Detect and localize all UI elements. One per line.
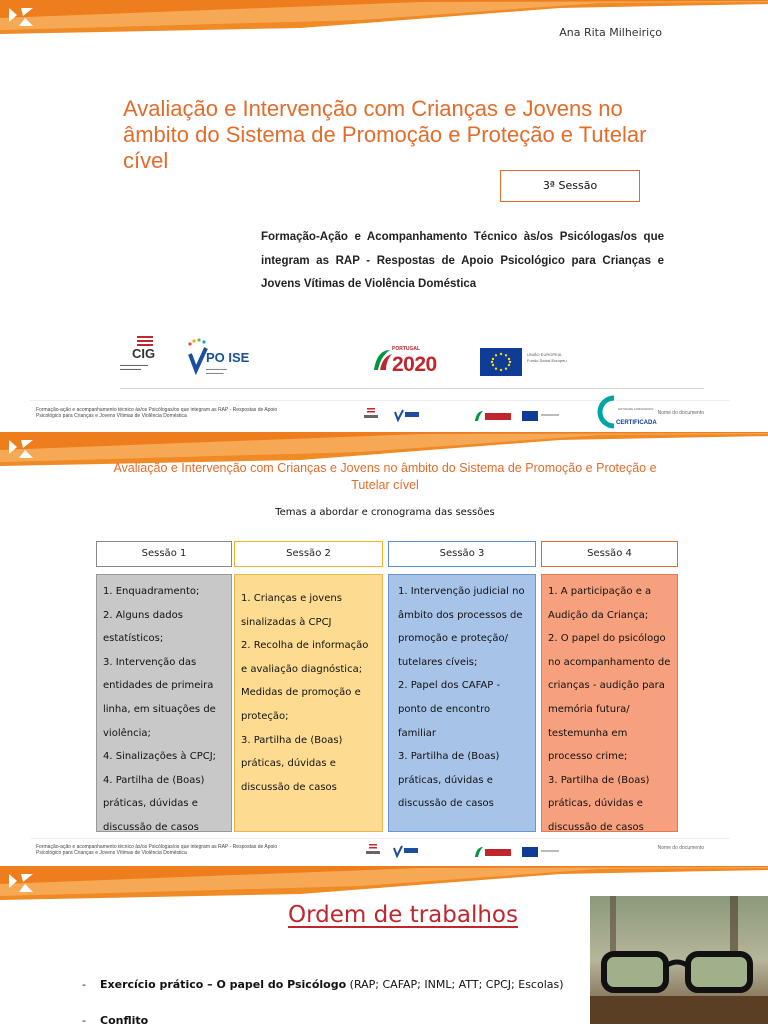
agenda-item-1 (82, 978, 564, 991)
author-name: Ana Rita Milheiriço (559, 26, 662, 39)
footer-eu-logo (522, 846, 562, 860)
session-1-topics (96, 574, 232, 832)
agenda-bullet: - (82, 978, 86, 991)
session-4-topics (541, 574, 678, 832)
poise-logo-small-print: ▬▬▬▬▬▬ ▬▬▬▬▬ (206, 367, 227, 375)
sessions-slide-subtitle: Temas a abordar e cronograma das sessões (275, 507, 495, 518)
footer-line-1: Formação-ação e acompanhamento técnico às/os Psicólogas/os que integram as RAP - Respostas de Apoio (36, 844, 278, 850)
topic-item: 2. Alguns dados estatísticos; (103, 609, 183, 645)
topic-item: 4. Sinalizações à CPCJ; (103, 751, 217, 763)
topic-item: 1. A participação e a Audição da Criança; (548, 586, 652, 621)
session-3-header: Sessão 3 (388, 541, 536, 567)
agenda-item-rest: (RAP; CAFAP; INML; ATT; CPCJ; Escolas) (346, 978, 564, 991)
topic-item: 2. Papel dos CAFAP - ponto de encontro familiar (398, 680, 501, 739)
session-2-topics (234, 574, 383, 832)
presentation-title: Avaliação e Intervenção com Crianças e Jovens no âmbito do Sistema de Promoção e Proteção e Tutelar cível (123, 96, 647, 173)
cert-label: CERTIFICADA (616, 420, 657, 426)
agenda-item-2 (82, 1014, 148, 1027)
footer-text (36, 407, 277, 419)
topic-item: 2. Recolha de informação e avaliação diagnóstica; Medidas de promoção e proteção; (241, 640, 369, 722)
footer-cig-logo (364, 844, 384, 858)
session-4-header: Sessão 4 (541, 541, 678, 567)
agenda-item-bold: Conflito (100, 1014, 149, 1027)
topic-item: 1. Enquadramento; (103, 586, 200, 597)
topic-item: 3. Partilha de (Boas) práticas, dúvidas e discussão de casos (548, 774, 650, 833)
footer-line-2: Psicológico para Crianças e Jovens Vítimas de Violência Doméstica (36, 850, 187, 856)
cert-small-label: ENTIDADE FORMADORA (618, 407, 654, 411)
topic-item: 3. Partilha de (Boas) práticas, dúvidas e discussão de casos (398, 751, 500, 810)
cig-logo (120, 336, 180, 386)
footer-p2020-logo (474, 410, 514, 424)
brand-logo-icon (9, 874, 33, 892)
agenda-item-bold: Exercício prático – O papel do Psicólogo (100, 978, 347, 991)
session-2-header: Sessão 2 (234, 541, 383, 567)
topic-item: 3. Intervenção das entidades de primeira linha, em situações de violência; (103, 656, 216, 739)
slide-sessions (0, 432, 768, 866)
footer-p2020-logo (474, 846, 514, 860)
slide-title (0, 0, 768, 432)
eu-title: UNIÃO EUROPEIA (527, 352, 562, 357)
agenda-bullet: - (82, 1014, 86, 1027)
footer-line-1: Formação-ação e acompanhamento técnico às/os Psicólogas/os que integram as RAP - Respostas de Apoio (36, 407, 278, 413)
footer-cig-logo (362, 408, 382, 422)
glasses-photo (590, 896, 768, 1024)
divider (120, 388, 704, 389)
poise-logo-text: PO ISE (206, 350, 250, 365)
cig-logo-text: CIG (132, 346, 156, 361)
brand-logo-icon (9, 8, 33, 26)
topic-item: 1. Intervenção judicial no âmbito dos processos de promoção e proteção/ tutelares cíveis; (398, 586, 525, 668)
footer-doc-name: Nome do documento (657, 845, 704, 851)
session-3-topics (388, 574, 536, 832)
certification-logo-icon (596, 394, 657, 430)
session-1-header: Sessão 1 (96, 541, 232, 567)
slide-agenda (0, 866, 768, 1027)
brand-logo-icon (9, 440, 33, 458)
footer-text (36, 844, 277, 856)
session-label: 3ª Sessão (500, 170, 640, 202)
eu-fund: Fundo Social Europeu (527, 358, 567, 363)
portugal-label: PORTUGAL (392, 346, 421, 352)
agenda-title: Ordem de trabalhos (288, 902, 518, 928)
topic-item: 4. Partilha de (Boas) práticas, dúvidas e discussão de casos (103, 774, 205, 833)
portugal-year: 2020 (392, 353, 437, 376)
footer-line-2: Psicológico para Crianças e Jovens Vítimas de Violência Doméstica (36, 413, 187, 419)
topic-item: 1. Crianças e jovens sinalizadas à CPCJ (241, 593, 342, 628)
topic-item: 2. O papel do psicólogo no acompanhamento de crianças - audição para memória futura/ testemunha em processo crime; (548, 633, 671, 763)
presentation-subtitle: Formação-Ação e Acompanhamento Técnico às/os Psicólogas/os que integram as RAP - Respostas de Apoio Psicológico para Crianças e Jovens Vítimas de Violência Doméstica (261, 231, 664, 290)
eu-flag-icon (480, 348, 522, 376)
footer-eu-logo (522, 410, 562, 424)
footer-poise-logo (392, 844, 422, 858)
cig-logo-small-print: ▬▬▬▬▬▬▬▬ ▬▬▬▬▬▬ (120, 363, 148, 371)
poise-logo (186, 336, 266, 386)
sessions-slide-title: Avaliação e Intervenção com Crianças e Jovens no âmbito do Sistema de Promoção e Proteção e Tutelar cível (113, 461, 657, 492)
cig-bars-icon (137, 336, 153, 346)
eu-text (527, 352, 567, 364)
poise-check-icon (186, 338, 208, 378)
header-band (0, 866, 768, 900)
portugal-flag-icon (372, 348, 392, 372)
portugal-2020-logo (372, 336, 436, 386)
footer-divider (30, 838, 730, 839)
footer-poise-logo (393, 408, 423, 422)
footer-doc-name: Nome do documento (657, 410, 704, 416)
topic-item: 3. Partilha de (Boas) práticas, dúvidas e discussão de casos (241, 734, 343, 793)
